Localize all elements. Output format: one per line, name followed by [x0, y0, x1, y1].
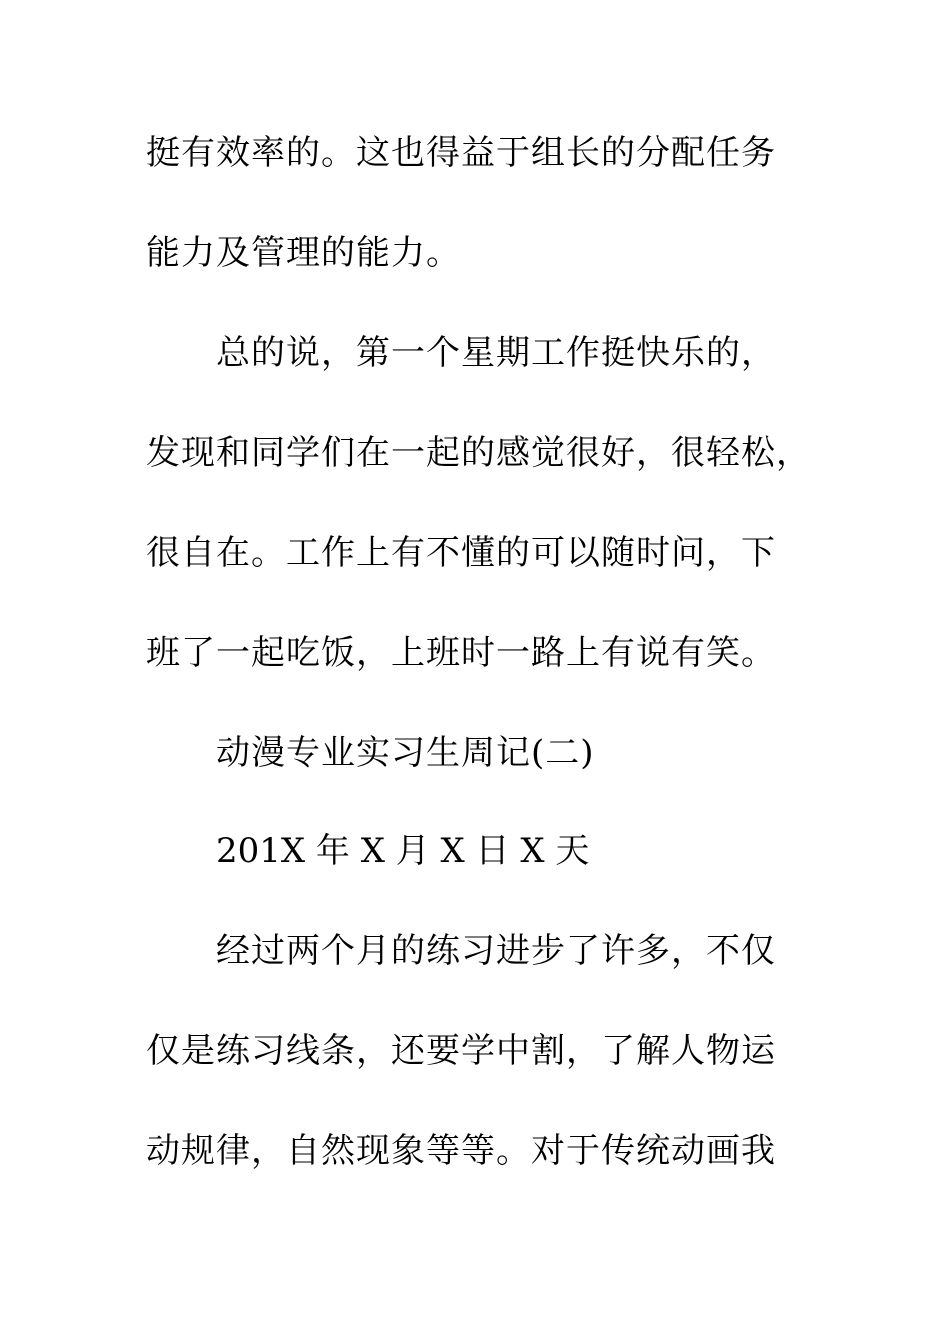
- date-line: 201X 年 X 月 X 日 X 天: [216, 831, 590, 871]
- paragraph-line: 经过两个月的练习进步了许多，不仅: [216, 931, 776, 971]
- paragraph-line: 很自在。工作上有不懂的可以随时问，下: [146, 533, 776, 573]
- paragraph-line: 发现和同学们在一起的感觉很好，很轻松，: [146, 433, 811, 473]
- paragraph-line: 能力及管理的能力。: [146, 233, 461, 273]
- paragraph-line: 仅是练习线条，还要学中割，了解人物运: [146, 1031, 776, 1071]
- paragraph-line: 动规律，自然现象等等。对于传统动画我: [146, 1131, 776, 1171]
- paragraph-line: 挺有效率的。这也得益于组长的分配任务: [146, 133, 776, 173]
- paragraph-line: 总的说，第一个星期工作挺快乐的，: [216, 333, 776, 373]
- paragraph-line: 班了一起吃饭，上班时一路上有说有笑。: [146, 633, 776, 673]
- section-heading: 动漫专业实习生周记(二): [216, 733, 595, 773]
